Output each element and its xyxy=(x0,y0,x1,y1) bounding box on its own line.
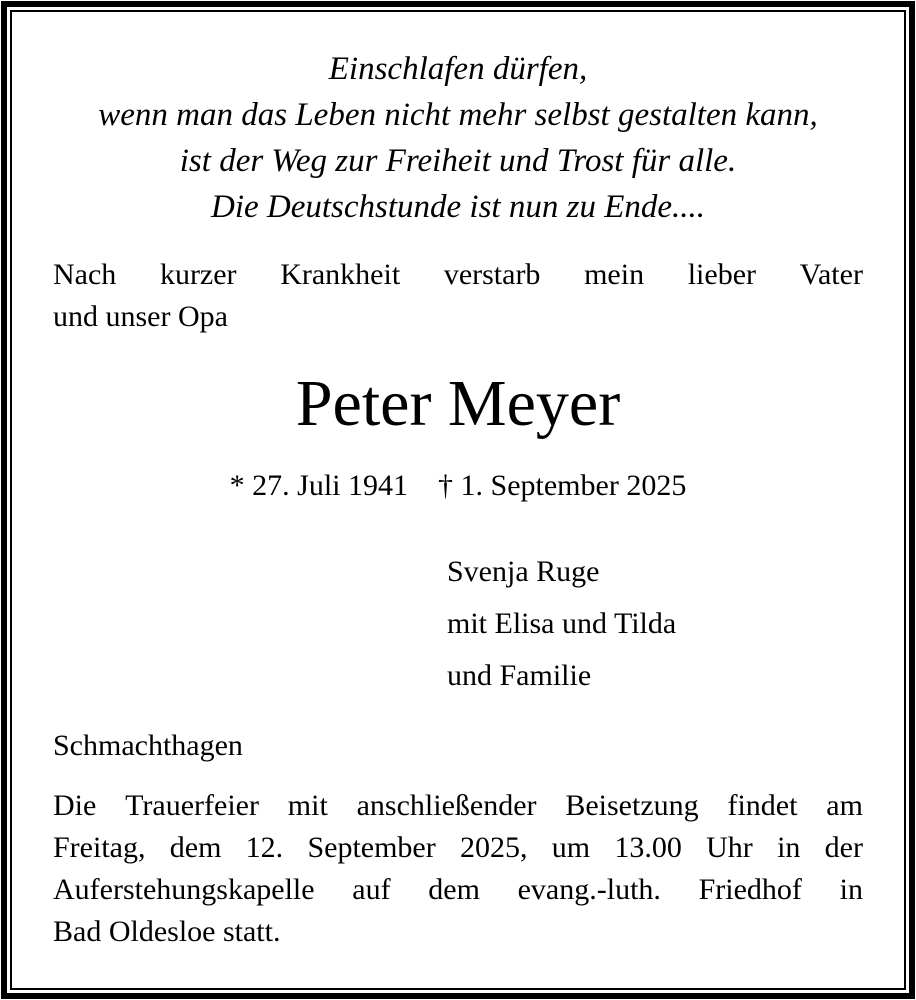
word: Vater xyxy=(799,258,863,291)
epigraph-line: wenn man das Leben nicht mehr selbst gestalten kann, xyxy=(98,97,818,133)
word: 13.00 xyxy=(614,831,682,864)
epigraph-line: Die Deutschstunde ist nun zu Ende.... xyxy=(210,189,706,225)
death-date: † 1. September 2025 xyxy=(438,469,687,502)
epigraph-line: Einschlafen dürfen, xyxy=(328,51,588,87)
funeral-line: Bad Oldesloe statt. xyxy=(53,915,281,948)
mourner-line: Svenja Ruge xyxy=(447,555,600,588)
word: findet xyxy=(727,789,798,822)
word: auf xyxy=(352,873,391,906)
word: September xyxy=(307,831,436,864)
word: in xyxy=(777,831,801,864)
intro-line: und unser Opa xyxy=(53,300,228,333)
word: 2025, xyxy=(460,831,528,864)
word: verstarb xyxy=(443,258,541,291)
word: dem xyxy=(169,831,222,864)
deceased-name: Peter Meyer xyxy=(295,367,621,440)
word: in xyxy=(839,873,863,906)
birth-date: * 27. Juli 1941 xyxy=(229,469,409,502)
funeral-line-justified xyxy=(53,827,863,869)
mourner-line: und Familie xyxy=(447,659,592,692)
word: Krankheit xyxy=(280,258,401,291)
funeral-line-justified xyxy=(53,869,863,911)
intro-line-justified xyxy=(53,254,863,296)
obituary-content xyxy=(12,12,904,988)
intro-paragraph xyxy=(53,254,863,338)
word: Friedhof xyxy=(698,873,802,906)
word: am xyxy=(826,789,863,822)
funeral-paragraph xyxy=(53,785,863,953)
word: mein xyxy=(584,258,645,291)
word: Auferstehungskapelle xyxy=(53,873,315,906)
epigraph-verse xyxy=(53,46,863,230)
place-name: Schmachthagen xyxy=(53,729,243,762)
word: Beisetzung xyxy=(565,789,699,822)
word: um xyxy=(551,831,591,864)
mourners-block xyxy=(447,546,863,702)
word: dem xyxy=(428,873,480,906)
word: der xyxy=(824,831,863,864)
mourner-line: mit Elisa und Tilda xyxy=(447,607,677,640)
word: Die xyxy=(53,789,97,822)
word: Uhr xyxy=(706,831,753,864)
word: mit xyxy=(287,789,328,822)
word: lieber xyxy=(687,258,757,291)
epigraph-line: ist der Weg zur Freiheit und Trost für alle. xyxy=(179,143,737,179)
word: evang.-luth. xyxy=(517,873,661,906)
word: Freitag, xyxy=(53,831,146,864)
word: 12. xyxy=(245,831,284,864)
word: Nach xyxy=(53,258,117,291)
word: kurzer xyxy=(159,258,237,291)
funeral-line-justified xyxy=(53,785,863,827)
word: anschließender xyxy=(356,789,537,822)
life-dates xyxy=(53,466,863,506)
word: Trauerfeier xyxy=(125,789,259,822)
